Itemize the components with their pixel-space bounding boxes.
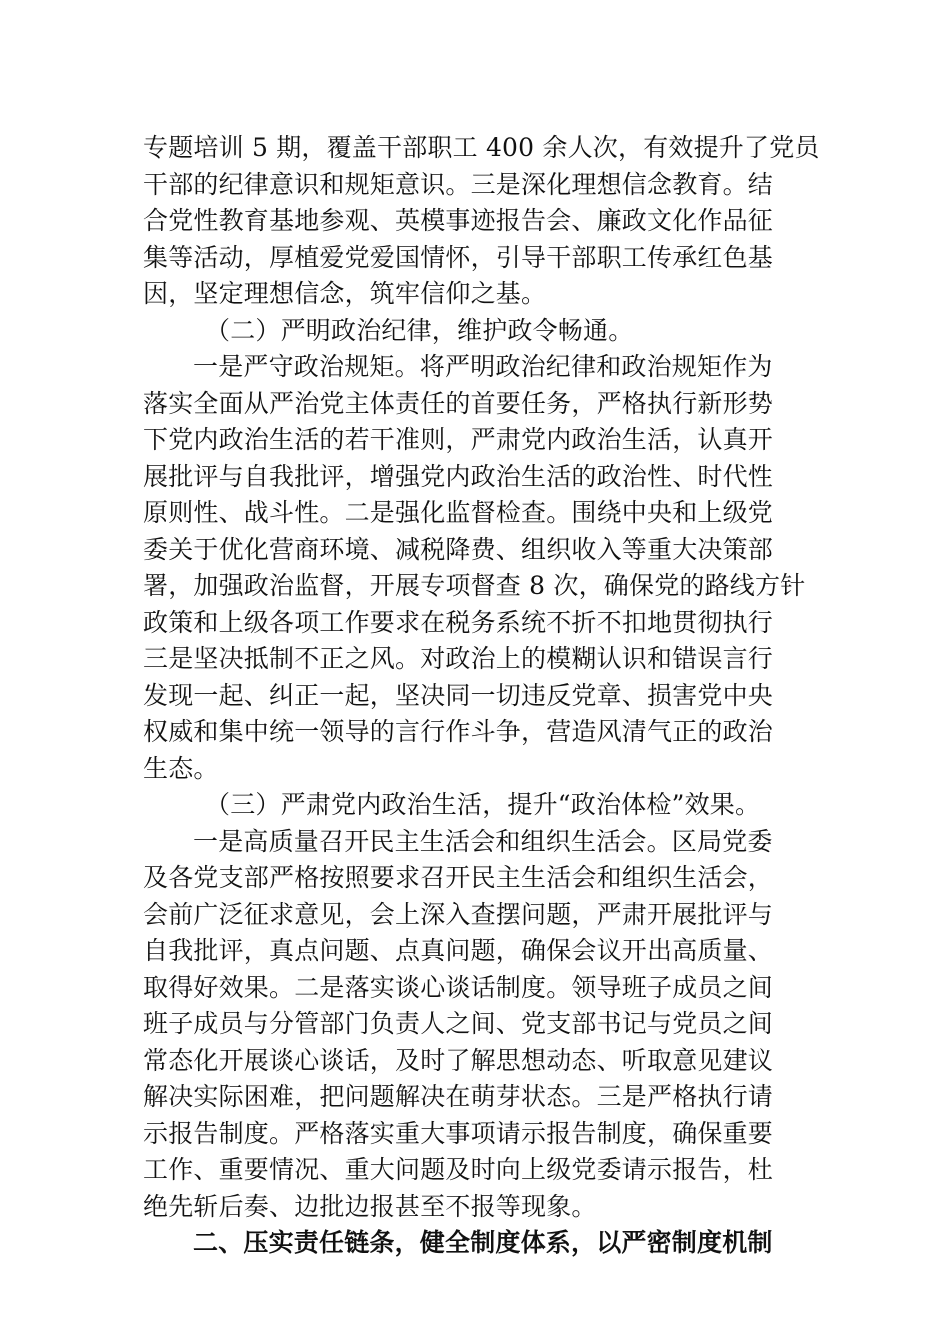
text-line: 署，加强政治监督，开展专项督查 8 次，确保党的路线方针 — [143, 571, 806, 600]
text-line: 干部的纪律意识和规矩意识。三是深化理想信念教育。结 — [143, 169, 774, 199]
text-line: 绝先斩后奏、边批边报甚至不报等现象。 — [143, 1191, 597, 1221]
text-line: 工作、重要情况、重大问题及时向上级党委请示报告，杜 — [143, 1155, 774, 1184]
text-line: 集等活动，厚植爱党爱国情怀，引导干部职工传承红色基 — [143, 242, 774, 272]
text-line: 原则性、战斗性。二是强化监督检查。围绕中央和上级党 — [143, 498, 774, 527]
text-line: 权威和集中统一领导的言行作斗争，营造风清气正的政治 — [143, 717, 774, 746]
text-line: 示报告制度。严格落实重大事项请示报告制度，确保重要 — [143, 1118, 774, 1148]
text-line: 取得好效果。二是落实谈心谈话制度。领导班子成员之间 — [143, 972, 774, 1002]
text-line: 班子成员与分管部门负责人之间、党支部书记与党员之间 — [143, 1009, 774, 1038]
text-line: 专题培训 5 期，覆盖干部职工 400 余人次，有效提升了党员 — [143, 133, 820, 162]
text-line: 及各党支部严格按照要求召开民主生活会和组织生活会， — [143, 863, 774, 892]
text-line: 三是坚决抵制不正之风。对政治上的模糊认识和错误言行 — [143, 644, 774, 673]
section-subheading: （三）严肃党内政治生活，提升“政治体检”效果。 — [205, 790, 761, 819]
text-line: 会前广泛征求意见，会上深入查摆问题，严肃开展批评与 — [143, 899, 774, 929]
text-line: 下党内政治生活的若干准则，严肃党内政治生活，认真开 — [143, 425, 774, 454]
body-text — [143, 130, 820, 1262]
text-line: 自我批评，真点问题、点真问题，确保会议开出高质量、 — [143, 936, 774, 965]
section-heading: 二、压实责任链条，健全制度体系，以严密制度机制 — [193, 1228, 773, 1257]
text-line: 生态。 — [143, 753, 219, 783]
text-line: 常态化开展谈心谈话，及时了解思想动态、听取意见建议 — [143, 1045, 774, 1075]
paragraph-start-line: 一是严守政治规矩。将严明政治纪律和政治规矩作为 — [193, 352, 773, 381]
text-line: 委关于优化营商环境、减税降费、组织收入等重大决策部 — [143, 534, 774, 564]
text-line: 发现一起、纠正一起，坚决同一切违反党章、损害党中央 — [143, 680, 774, 710]
paragraph-start-line: 一是高质量召开民主生活会和组织生活会。区局党委 — [193, 826, 773, 856]
text-line: 解决实际困难，把问题解决在萌芽状态。三是严格执行请 — [143, 1082, 774, 1111]
text-line: 合党性教育基地参观、英模事迹报告会、廉政文化作品征 — [143, 206, 774, 235]
text-line: 落实全面从严治党主体责任的首要任务，严格执行新形势 — [143, 388, 774, 418]
text-line: 政策和上级各项工作要求在税务系统不折不扣地贯彻执行 — [143, 607, 774, 637]
text-line: 因，坚定理想信念，筑牢信仰之基。 — [143, 279, 547, 308]
text-line: 展批评与自我批评，增强党内政治生活的政治性、时代性 — [143, 461, 774, 491]
section-subheading: （二）严明政治纪律，维护政令畅通。 — [205, 315, 634, 345]
